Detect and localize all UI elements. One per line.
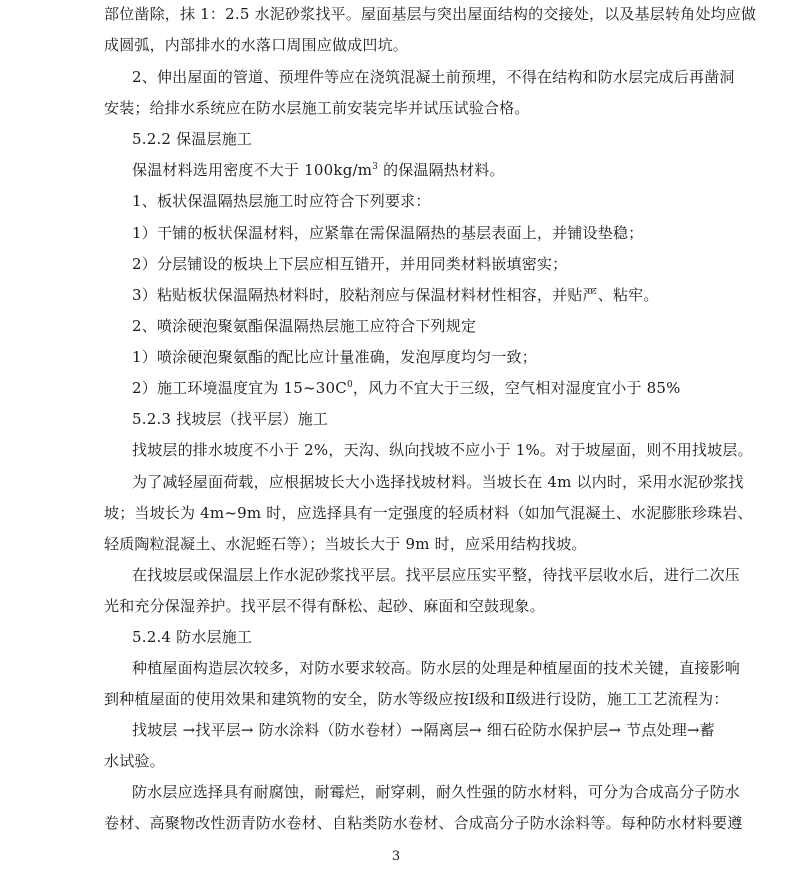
paragraph-line: 1、板状保温隔热层施工时应符合下列要求：: [132, 192, 431, 210]
superscript: 3: [372, 162, 379, 172]
section-heading-5-2-2: 5.2.2 保温层施工: [132, 130, 253, 148]
paragraph-line: 种植屋面构造层次较多，对防水要求较高。防水层的处理是种植屋面的技术关键，直接影响: [132, 659, 741, 677]
superscript: 0: [346, 380, 353, 390]
paragraph-line: 2）施工环境温度宜为 $15\sim 30C^0$，风力不宜大于三级，空气相对湿度宜小于 85%: [132, 379, 681, 397]
paragraph-line: 2、伸出屋面的管道、预埋件等应在浇筑混凝土前预埋，不得在结构和防水层完成后再凿洞: [132, 68, 735, 86]
paragraph-line: 卷材、高聚物改性沥青防水卷材、自粘类防水卷材、合成高分子防水涂料等。每种防水材料要遵: [104, 814, 743, 832]
section-heading-5-2-4: 5.2.4 防水层施工: [132, 628, 253, 646]
paragraph-line: 保温材料选用密度不大于 $100kg/m^3$ 的保温隔热材料。: [132, 161, 505, 179]
paragraph-line: 安装；给排水系统应在防水层施工前安装完毕并试压试验合格。: [104, 99, 530, 117]
paragraph-line: 成圆弧，内部排水的水落口周围应做成凹坑。: [104, 36, 409, 54]
paragraph-line: 防水层应选择具有耐腐蚀，耐霉烂，耐穿刺，耐久性强的防水材料，可分为合成高分子防水: [132, 783, 741, 801]
paragraph-line: 水试验。: [104, 752, 165, 770]
paragraph-line: 坡；当坡长为 4m~9m 时，应选择具有一定强度的轻质材料（如加气混凝土、水泥膨胀珍珠岩、: [104, 504, 753, 522]
section-heading-5-2-3: 5.2.3 找坡层（找平层）施工: [132, 410, 329, 428]
paragraph-line: 找坡层 →找平层→ 防水涂料（防水卷材）→隔离层→ 细石砼防水保护层→ 节点处理→蓄: [132, 721, 715, 739]
paragraph-line: 1）喷涂硬泡聚氨酯的配比应计量准确，发泡厚度均匀一致；: [132, 348, 537, 366]
paragraph-line: 为了减轻屋面荷载，应根据坡长大小选择找坡材料。当坡长在 4m 以内时，采用水泥砂浆找: [132, 473, 744, 491]
page-number: 3: [391, 849, 401, 864]
paragraph-line: 在找坡层或保温层上作水泥砂浆找平层。找平层应压实平整，待找平层收水后，进行二次压: [132, 566, 741, 584]
paragraph-line: 1）干铺的板状保温材料，应紧靠在需保温隔热的基层表面上，并铺设垫稳；: [132, 224, 644, 242]
paragraph-line: 3）粘贴板状保温隔热材料时，胶粘剂应与保温材料材性相容，并贴严、粘牢。: [132, 286, 659, 304]
paragraph-line: 找坡层的排水坡度不小于 2%，天沟、纵向找坡不应小于 1%。对于坡屋面，则不用找坡层。: [132, 441, 753, 459]
paragraph-line: 光和充分保湿养护。找平层不得有酥松、起砂、麻面和空鼓现象。: [104, 597, 545, 615]
paragraph-line: 到种植屋面的使用效果和建筑物的安全，防水等级应按Ⅰ级和Ⅱ级进行设防，施工工艺流程为：: [104, 690, 729, 708]
paragraph-line: 2）分层铺设的板块上下层应相互错开，并用同类材料嵌填密实；: [132, 255, 568, 273]
paragraph-line: 轻质陶粒混凝土、水泥蛭石等）；当坡长大于 9m 时，应采用结构找坡。: [104, 535, 587, 553]
paragraph-line: 部位凿除，抹 1：2.5 水泥砂浆找平。屋面基层与突出屋面结构的交接处，以及基层转角处均应做: [104, 5, 757, 23]
paragraph-line: 2、喷涂硬泡聚氨酯保温隔热层施工应符合下列规定: [132, 317, 477, 335]
